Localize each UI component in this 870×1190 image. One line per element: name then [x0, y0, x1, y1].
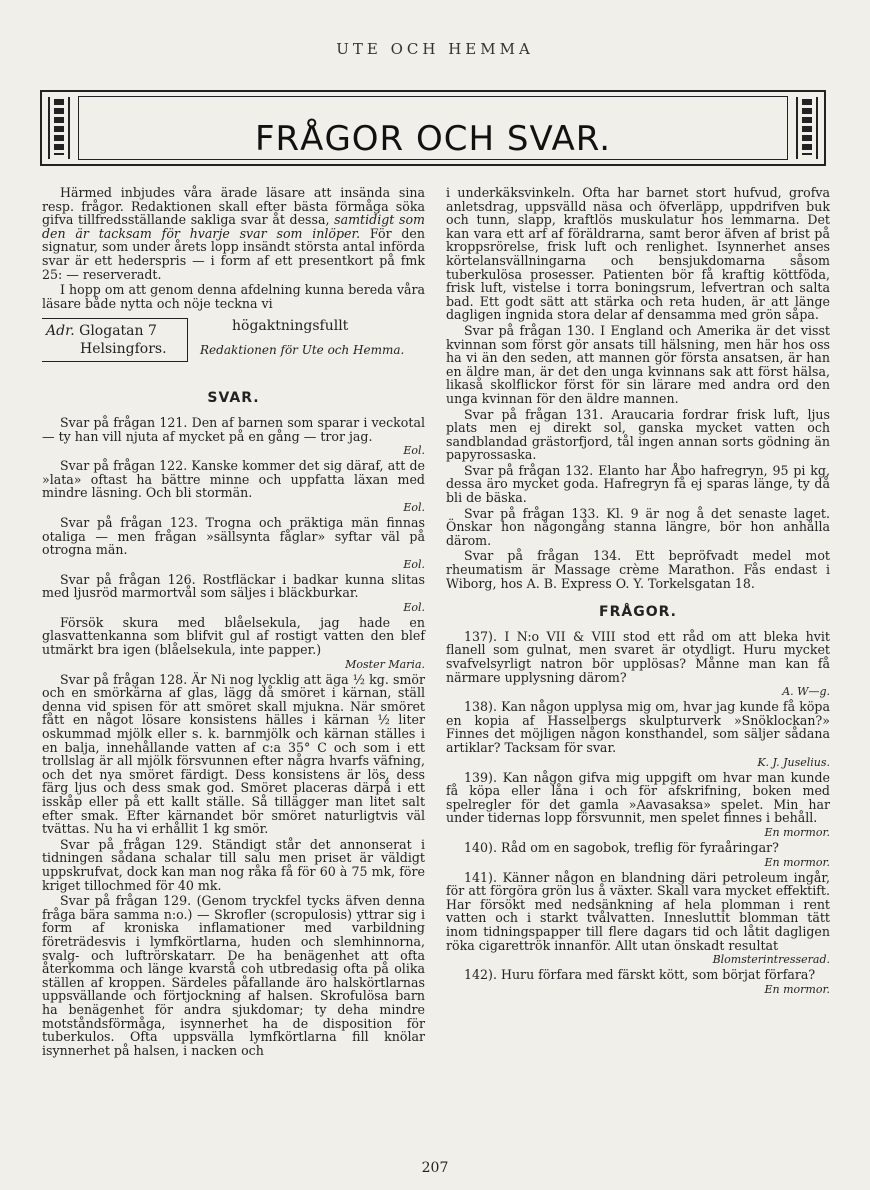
page-title: FRÅGOR OCH SVAR. [255, 119, 611, 159]
question-item: 140). Råd om en sagobok, treflig för fyraåringar? [464, 839, 779, 855]
answer-item: Svar på frågan 130. I England och Amerika är det visst kvinnan som först gör ansats till hälsning, men här hos oss ha vi än den seden, att mannen gör första ansatsen, är han en äldre man, är det den unga kvinnans sak att först hälsa, likaså skolflickor först för sin lärare med andra ord den unga kvinnan för den äldre mannen. [446, 322, 830, 406]
answer-item: Svar på frågan 134. Ett bepröfvadt medel mot rheumatism är Massage crème Marathon. Fås endast i Wiborg, hos A. B. Express O. Y. Torkelsgatan 18. [446, 548, 830, 591]
answer-item: Svar på frågan 121. Den af barnen som sparar i veckotal — ty han vill njuta af mycket på en gång — tror jag. [42, 414, 425, 444]
answer-item: Svar på frågan 129. Ständigt står det annonserat i tidningen sådana schalar till salu men priset är väldigt uppskrufvat, dock kan man nog råka få för 60 à 75 mk, före kriget tillochmed för 40 mk. [42, 836, 425, 893]
banner-frame [78, 96, 788, 160]
signature: A. W—g. [782, 685, 830, 699]
editorial-signature: Redaktionen för Ute och Hemma. [200, 343, 405, 358]
address-city: Helsingfors. [80, 341, 167, 358]
signature: En mormor. [764, 855, 830, 869]
address-label: Adr. [46, 323, 75, 340]
intro-text-2: För den signatur, som under årets lopp insändt största antal införda svar är ett hederspris — i form af ett presentkort på fmk 25: — reserveradt. [42, 225, 425, 282]
svar-heading: SVAR. [207, 390, 260, 407]
answer-item: Svar på frågan 132. Elanto har Åbo hafregryn, 95 pi kg, dessa äro mycket goda. Hafregryn få ej sparas länge, ty då bli de bäska. [446, 462, 830, 506]
question-item: 138). Kan någon upplysa mig om, hvar jag kunde få köpa en kopia af Hasselbergs skulpturverk »Snöklockan?» Finnes det möjligen någon konsthandel, som säljer sådana artiklar? Tacksam för svar. [446, 699, 830, 755]
question-item: 142). Huru förfara med färskt kött, som börjat förfara? [464, 967, 816, 983]
ornament-left-icon [48, 97, 70, 159]
signature: En mormor. [764, 825, 830, 839]
answer-item: Svar på frågan 128. Är Ni nog lycklig att äga ½ kg. smör och en smörkärna af glas, lägg då smöret i kärnan, ställ denna vid spisen för att smöret skall mjukna. När smöret fått en något lösare konsistens hälles i kärnan ½ liter oskummad mjölk eller s. k. barnmjölk och kärnan ställes i en balja, innehållande vatten af c:a 35° C och som i ett trollslag är all mjölk försvunnen efter några hvarfs väfning, och det nya smöret färdigt. Dess konsistens är lös, dess färg ljus och dess smak god. Smöret placeras därpå i ett isskåp eller på ett kallt ställe. Så tillägger man litet salt efter smak. Efter kärnandet bör smöret naturligtvis väl tvättas. Nu ha vi erhållit 1 kg smör. [42, 671, 425, 837]
answer-item: Svar på frågan 129. (Genom tryckfel tycks äfven denna fråga bära samma n:o.) — Skrofler (scropulosis) yttrar sig i form af kroniska inflamationer med varbildning företrädesvis i lymfkörtlarna, huden och slemhinnorna, svalg- och luftrörskatarr. De ha benägenhet att ofta återkomma och länge kvarstå coh utbredasig ofta på olika ställen af kroppen. Särdeles påfallande äro halskörtlarnas uppsvällande och förtjockning af halsen. Skrofulösa barn ha benägenhet för andra sjukdomar; ty deha mindre motståndsförmåga, isynnerhet ha de disposition för tuberkulos. Ofta uppsvälla lymfkörtlarna fill knölar isynnerhet på halsen, i nacken och [42, 893, 425, 1058]
answer-item: Svar på frågan 133. Kl. 9 är nog å det senaste laget. Önskar hon någongång stanna längre, bör hon anhålla därom. [446, 505, 830, 548]
intro-italic: samtidigt som den är tacksam för hvarje svar som inlöper. [42, 212, 425, 241]
intro-text: Härmed inbjudes våra ärade läsare att insända sina resp. frågor. Redaktionen skall efter bästa förmåga söka gifva tillfredsställande sakliga svar åt dessa, [42, 185, 425, 228]
address-street: Glogatan 7 [79, 323, 157, 340]
right-column [446, 186, 830, 998]
page-number: 207 [421, 1160, 449, 1176]
signature: Eol. [403, 557, 425, 571]
answer-item: i underkäksvinkeln. Ofta har barnet stort hufvud, grofva anletsdrag, uppsvälld näsa och öfverläpp, uppdrifven buk och tunn, slapp, kraftlös muskulatur hos lemmarna. Det kan vara ett arf af föräldrarna, samt beror äfven af brist på kroppsrörelse, frisk luft och renlighet. Isynnerhet anses körtelansvällningarna och bensjukdomarna såsom tuberkulösa prosesser. Patienten bör få kraftig köttföda, frisk luft, vistelse i torra boningsrum, lefvertran och salta bad. Ett godt sätt att stärka och reta huden, är att länge dagligen ingnida stora delar af densamma med grön såpa. [446, 185, 830, 323]
title-banner [40, 90, 826, 166]
intro-paragraph-2: I hopp om att genom denna afdelning kunna bereda våra läsare både nytta och nöje teckna vi [42, 282, 425, 311]
questions-list [446, 630, 830, 996]
answers-list-right [446, 186, 830, 590]
answer-item: Försök skura med blåelsekula, jag hade en glasvattenkanna som blifvit gul af rostigt vatten den blef utmärkt bra igen (blåelsekula, inte papper.) [42, 614, 425, 658]
question-item: 139). Kan någon gifva mig uppgift om hvar man kunde få köpa eller låna i och för afskrifning, boken med spelregler för det gamla »Aavasaksa» spelet. Min har under tidernas lopp försvunnit, men spelet finnes i behåll. [446, 769, 830, 826]
fragor-heading: FRÅGOR. [599, 604, 677, 621]
signature: Eol. [403, 600, 425, 614]
signature: En mormor. [764, 982, 830, 996]
signature: Blomsterintresserad. [712, 953, 830, 967]
intro-paragraph-1 [42, 186, 425, 281]
address-box [42, 318, 188, 362]
ornament-right-icon [796, 97, 818, 159]
address-block [42, 318, 425, 376]
signature: Eol. [403, 500, 425, 514]
running-title: UTE OCH HEMMA [336, 40, 534, 58]
question-item: 137). I N:o VII & VIII stod ett råd om att bleka hvit flanell som gulnat, men svaret är otydligt. Huru mycket svafvelsyrligt natron bör upplösas? Månne man kan få närmare upplysning därom? [446, 628, 830, 685]
answer-item: Svar på frågan 122. Kanske kommer det sig däraf, att de »lata» oftast ha bättre minne och uppfatta läxan med mindre läsning. Och bli stormän. [42, 458, 425, 501]
answer-item: Svar på frågan 131. Araucaria fordrar frisk luft, ljus plats men ej direkt sol, ganska mycket vatten och sandblandad grästorfjord, tål ingen annan sorts gödning än papyrossaska. [446, 406, 830, 463]
signature: Eol. [403, 444, 425, 458]
answer-item: Svar på frågan 123. Trogna och präktiga män finnas otaliga — men frågan »sällsynta fåglar» syftar väl på otrogna män. [42, 514, 425, 558]
answer-item: Svar på frågan 126. Rostfläckar i badkar kunna slitas med ljusröd marmortvål som säljes i bläckburkar. [42, 571, 425, 601]
answers-list-left [42, 416, 425, 1057]
signature: Moster Maria. [345, 657, 425, 671]
left-column [42, 186, 425, 1059]
question-item: 141). Känner någon en blandning däri petroleum ingår, för att förgöra grön lus å växter. Skall vara mycket effektift. Har försökt med nedsänkning af hela plomman i rent vatten och i starkt tvålvatten. Innesluttit blomman tätt inom tidningspapper till flere dagars tid och låtit dagligen röka cigarettrök innanför. Allt utan önskadt resultat [446, 869, 830, 953]
closing-greeting: högaktningsfullt [232, 318, 349, 335]
signature: K. J. Juselius. [757, 755, 830, 769]
